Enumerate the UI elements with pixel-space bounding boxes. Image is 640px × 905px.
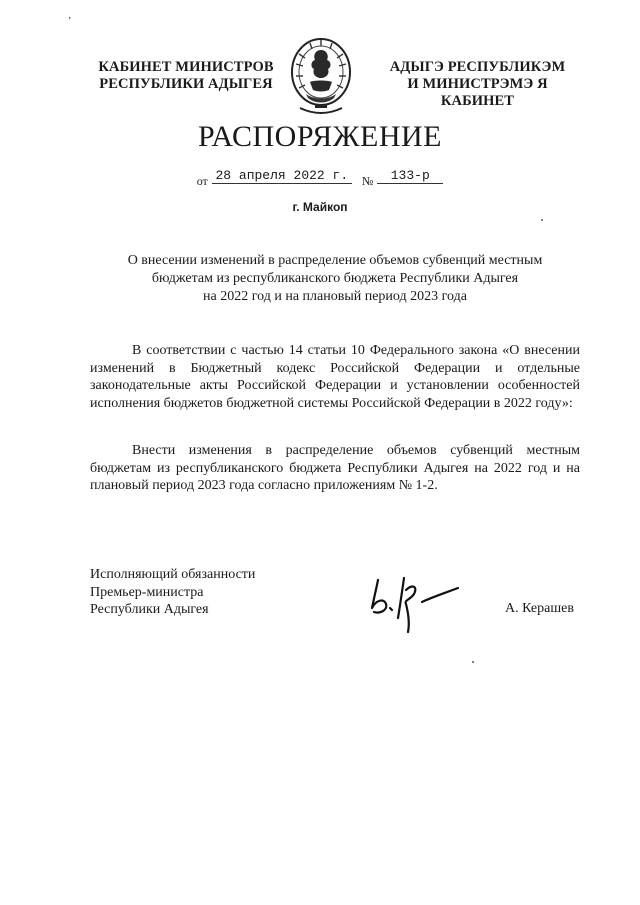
issuer-line-1: КАБИНЕТ МИНИСТРОВ — [98, 59, 274, 75]
signer-name: А. Керашев — [505, 601, 574, 616]
signer-position-line-3: Республики Адыгея — [90, 602, 209, 617]
body-paragraph-legal-basis: В соответствии с частью 14 статьи 10 Федерального закона «О внесении изменений в Бюджетный кодекс Российской Федерации и отдельные законодательные акты Российской Федерации и установлении особенностей исполнения бюджетов бюджетной системы Российской Федерации в 2022 году»: — [90, 343, 580, 411]
issuer-adyghe-line-2: И МИНИСТРЭМЭ Я КАБИНЕТ — [407, 76, 548, 109]
subject-line-1: О внесении изменений в распределение объемов субвенций местным — [127, 253, 543, 268]
stray-mark: ’ — [68, 16, 72, 27]
document-date: 28 апреля 2022 г. — [212, 168, 352, 184]
document-subject — [90, 252, 580, 306]
speck — [541, 219, 543, 221]
body-paragraph-order: Внести изменения в распределение объемов субвенций местным бюджетам из республиканского бюджета Республики Адыгея на 2022 год и на плановый период 2023 года согласно приложениям № 1-2. — [90, 443, 580, 493]
signer-position — [90, 566, 255, 619]
issuer-name-russian — [96, 59, 276, 93]
subject-line-3: на 2022 год и на плановый период 2023 года — [203, 289, 467, 304]
number-prefix: № — [361, 174, 374, 188]
document-title: РАСПОРЯЖЕНИЕ — [197, 120, 443, 153]
signer-position-line-1: Исполняющий обязанности — [90, 567, 256, 582]
issuer-adyghe-line-1: АДЫГЭ РЕСПУБЛИКЭМ — [389, 59, 566, 75]
issuer-line-2: РЕСПУБЛИКИ АДЫГЕЯ — [99, 76, 273, 92]
date-number-line — [0, 166, 640, 188]
speck — [472, 661, 474, 663]
city: г. Майкоп — [292, 200, 348, 214]
signer-position-line-2: Премьер-министра — [90, 584, 204, 600]
coat-of-arms-emblem — [288, 34, 354, 118]
handwritten-signature — [364, 568, 464, 634]
issuer-name-adyghe — [370, 59, 585, 110]
date-prefix: от — [196, 174, 208, 188]
document-number: 133-р — [377, 168, 443, 184]
subject-line-2: бюджетам из республиканского бюджета Республики Адыгея — [151, 271, 519, 286]
